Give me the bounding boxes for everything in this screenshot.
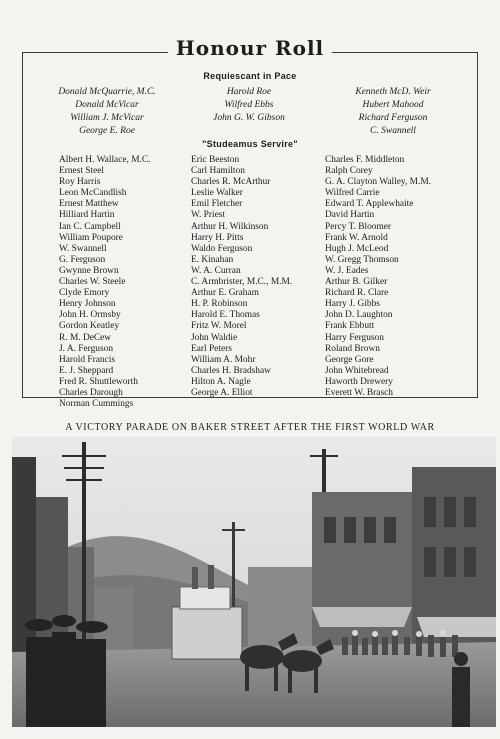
name-entry: J. A. Ferguson xyxy=(59,343,114,354)
name-entry: Haworth Drewery xyxy=(325,376,393,387)
name-entry: C. Swannell xyxy=(370,126,416,136)
name-entry: Hilliard Hartin xyxy=(59,210,115,221)
name-entry: G. A. Clayton Walley, M.M. xyxy=(325,177,432,188)
name-entry: Richard R. Clare xyxy=(325,288,389,299)
name-entry: Ralph Corey xyxy=(325,166,373,177)
name-entry: Percy T. Bloomer xyxy=(325,221,392,232)
name-entry: Fritz W. Morel xyxy=(191,321,247,332)
name-entry: W. Gregg Thomson xyxy=(325,254,399,265)
name-entry: Carl Hamilton xyxy=(191,166,245,177)
name-entry: Clyde Emory xyxy=(59,288,110,299)
name-entry: John Waldie xyxy=(191,332,238,343)
name-entry: Arthur E. Graham xyxy=(191,288,259,299)
name-entry: Charles H. Bradshaw xyxy=(191,365,271,376)
name-entry: Kenneth McD. Weir xyxy=(355,87,431,97)
name-entry: William A. Mohr xyxy=(191,354,256,365)
name-entry: Norman Cummings xyxy=(59,399,134,410)
name-entry: Wilfred Ebbs xyxy=(224,100,274,110)
name-entry: John Whitebread xyxy=(325,365,389,376)
name-entry: C. Armbrister, M.C., M.M. xyxy=(191,277,293,288)
name-entry: Earl Peters xyxy=(191,343,232,354)
parade-photo xyxy=(12,437,496,727)
name-entry: Roland Brown xyxy=(325,343,380,354)
name-entry: Wilfred Carrie xyxy=(325,188,380,199)
name-entry: Ernest Steel xyxy=(59,166,105,177)
name-entry: Donald McVicar xyxy=(75,100,139,110)
name-entry: Arthur H. Wilkinson xyxy=(191,221,269,232)
name-entry: W. Priest xyxy=(191,210,226,221)
name-entry: Gwynne Brown xyxy=(59,265,119,276)
name-entry: Harold Roe xyxy=(226,87,272,97)
name-entry: W. J. Eades xyxy=(325,265,369,276)
studeamus-column-2 xyxy=(191,155,292,399)
name-entry: Harry J. Gibbs xyxy=(325,299,380,310)
name-entry: George E. Roe xyxy=(79,126,135,136)
name-entry: Frank Ebbutt xyxy=(325,321,375,332)
studeamus-column-1 xyxy=(59,155,151,410)
honour-roll-title: Honour Roll xyxy=(168,36,332,60)
name-entry: Hubert Mahood xyxy=(362,100,424,110)
requiescant-column-1 xyxy=(37,86,177,138)
requiescant-column-2 xyxy=(189,86,309,125)
name-entry: George A. Elliot xyxy=(191,387,253,398)
requiescant-heading: Requiescant in Pace xyxy=(203,71,297,81)
name-entry: Gordon Keatley xyxy=(59,321,120,332)
name-entry: Harry Ferguson xyxy=(325,332,384,343)
name-entry: William Poupore xyxy=(59,232,123,243)
name-entry: Harold E. Thomas xyxy=(191,310,260,321)
name-entry: R. M. DeCew xyxy=(59,332,112,343)
name-entry: Waldo Ferguson xyxy=(191,243,253,254)
name-entry: Charles W. Steele xyxy=(59,277,126,288)
name-entry: E. J. Sheppard xyxy=(59,365,114,376)
name-entry: E. Kinahan xyxy=(191,254,234,265)
name-entry: Charles F. Middleton xyxy=(325,155,405,165)
name-entry: John G. W. Gibson xyxy=(213,113,285,123)
name-entry: George Gore xyxy=(325,354,374,365)
name-entry: Edward T. Applewhaite xyxy=(325,199,414,210)
name-entry: Charles R. McArthur xyxy=(191,177,271,188)
honour-roll-box xyxy=(22,36,478,410)
name-entry: Emil Fletcher xyxy=(191,199,243,210)
name-entry: Ernest Matthew xyxy=(59,199,119,210)
name-entry: Ian C. Campbell xyxy=(59,221,121,232)
name-entry: Leslie Walker xyxy=(191,188,243,199)
name-entry: Donald McQuarrie, M.C. xyxy=(58,87,156,97)
name-entry: Hilton A. Nagle xyxy=(191,376,251,387)
name-entry: W. Swannell xyxy=(59,243,107,254)
name-entry: Frank W. Arnold xyxy=(325,232,388,243)
requiescant-column-3 xyxy=(325,86,461,138)
parade-photo-drawing xyxy=(12,437,496,727)
photo-caption: A VICTORY PARADE ON BAKER STREET AFTER THE FIRST WORLD WAR xyxy=(65,422,435,433)
name-entry: Richard Ferguson xyxy=(358,113,428,123)
name-entry: William J. McVicar xyxy=(70,113,144,123)
name-entry: Everett W. Brasch xyxy=(325,387,393,398)
name-entry: G. Ferguson xyxy=(59,254,106,265)
name-entry: Arthur B. Gilker xyxy=(325,277,388,288)
name-entry: H. P. Robinson xyxy=(191,299,248,310)
name-entry: Harry H. Pitts xyxy=(191,232,244,243)
name-entry: John H. Ormsby xyxy=(59,310,121,321)
name-entry: Charles Darough xyxy=(59,387,123,398)
name-entry: David Hartin xyxy=(325,210,375,221)
studeamus-heading: "Studeamus Servire" xyxy=(202,139,298,149)
name-entry: Henry Johnson xyxy=(59,299,116,310)
name-entry: W. A. Curran xyxy=(191,265,241,276)
name-entry: Leon McCandlish xyxy=(59,188,127,199)
name-entry: Fred R. Shuttleworth xyxy=(59,376,138,387)
name-entry: Harold Francis xyxy=(59,354,115,365)
name-entry: Albert H. Wallace, M.C. xyxy=(59,155,151,165)
name-entry: Hugh J. McLeod xyxy=(325,243,389,254)
name-entry: John D. Laughton xyxy=(325,310,393,321)
name-entry: Roy Harris xyxy=(59,177,101,188)
studeamus-column-3 xyxy=(325,155,431,399)
name-entry: Eric Beeston xyxy=(191,155,240,165)
